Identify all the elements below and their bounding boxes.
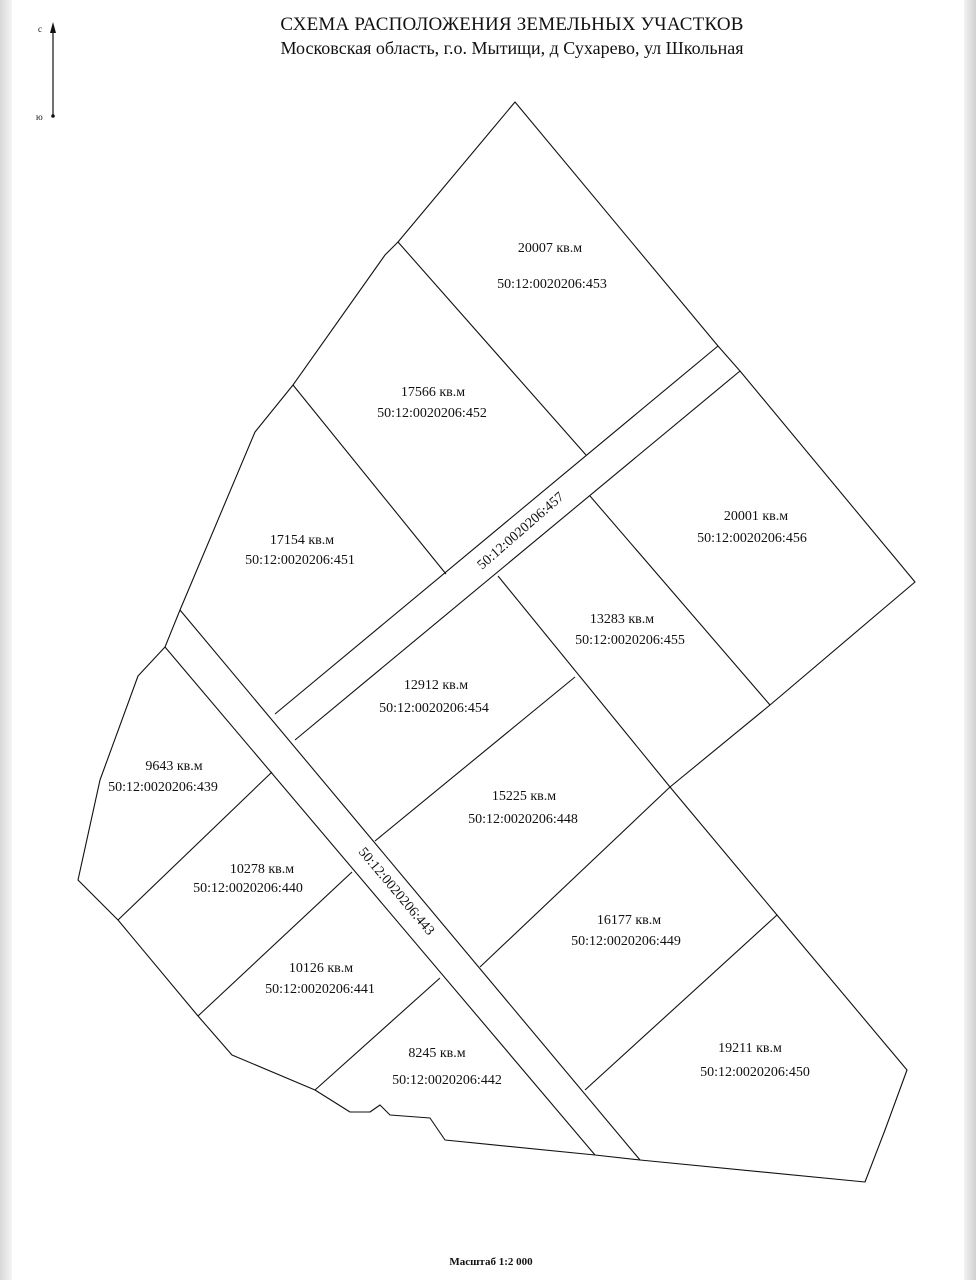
map-scale: Масштаб 1:2 000 [449, 1256, 533, 1268]
parcel-area: 17566 кв.м [400, 385, 466, 400]
parcel-area: 17154 кв.м [269, 533, 335, 548]
parcel-453 [497, 241, 607, 292]
parcel-449 [571, 913, 681, 949]
parcel-area: 20007 кв.м [517, 241, 583, 256]
divider-453-452 [398, 242, 586, 455]
parcel-448 [468, 789, 578, 827]
parcel-boundaries [78, 102, 915, 1182]
road-443-label: 50:12:0020206:443 [354, 844, 437, 939]
parcel-cadastral: 50:12:0020206:456 [697, 531, 807, 546]
parcel-area: 16177 кв.м [596, 913, 662, 928]
parcel-area: 10278 кв.м [229, 862, 295, 877]
parcel-442 [392, 1046, 502, 1088]
parcel-455 [575, 612, 685, 648]
parcel-area: 9643 кв.м [145, 759, 203, 774]
parcel-cadastral: 50:12:0020206:449 [571, 934, 681, 949]
parcel-439 [108, 759, 218, 795]
parcel-452 [377, 385, 487, 421]
outer-boundary [78, 102, 915, 1182]
parcel-cadastral: 50:12:0020206:448 [468, 812, 578, 827]
parcel-450 [700, 1041, 810, 1080]
parcel-area: 19211 кв.м [718, 1041, 782, 1056]
parcel-cadastral: 50:12:0020206:441 [265, 982, 375, 997]
parcel-cadastral: 50:12:0020206:454 [379, 701, 489, 716]
parcel-454 [379, 678, 489, 716]
map-subtitle: Московская область, г.о. Мытищи, д Сухарево, ул Школьная [280, 38, 744, 58]
parcel-area: 20001 кв.м [723, 509, 789, 524]
parcel-area: 15225 кв.м [491, 789, 557, 804]
compass-north-label: с [38, 24, 42, 34]
parcel-451 [245, 533, 355, 568]
parcel-cadastral: 50:12:0020206:453 [497, 277, 607, 292]
parcel-area: 13283 кв.м [589, 612, 655, 627]
parcel-area: 10126 кв.м [288, 961, 354, 976]
parcel-cadastral: 50:12:0020206:442 [392, 1073, 502, 1088]
parcel-cadastral: 50:12:0020206:451 [245, 553, 355, 568]
map-title: СХЕМА РАСПОЛОЖЕНИЯ ЗЕМЕЛЬНЫХ УЧАСТКОВ [280, 14, 744, 35]
divider-455-456 [590, 496, 770, 705]
parcel-cadastral: 50:12:0020206:440 [193, 881, 303, 896]
road-443-edge-left [165, 647, 595, 1155]
parcel-cadastral: 50:12:0020206:452 [377, 406, 487, 421]
compass-south-label: ю [36, 112, 43, 122]
parcel-cadastral: 50:12:0020206:439 [108, 780, 218, 795]
parcel-area: 12912 кв.м [403, 678, 469, 693]
parcel-cadastral: 50:12:0020206:455 [575, 633, 685, 648]
road-457-edge-lower [295, 371, 740, 740]
parcel-cadastral: 50:12:0020206:450 [700, 1065, 810, 1080]
divider-454-455 [498, 576, 670, 787]
parcel-area: 8245 кв.м [408, 1046, 466, 1061]
compass-arrow-icon [50, 22, 56, 118]
road-457-label: 50:12:0020206:457 [474, 489, 568, 574]
parcel-456 [697, 509, 807, 546]
road-457-edge-upper [275, 346, 718, 714]
parcel-441 [265, 961, 375, 997]
parcel-440 [193, 862, 303, 896]
